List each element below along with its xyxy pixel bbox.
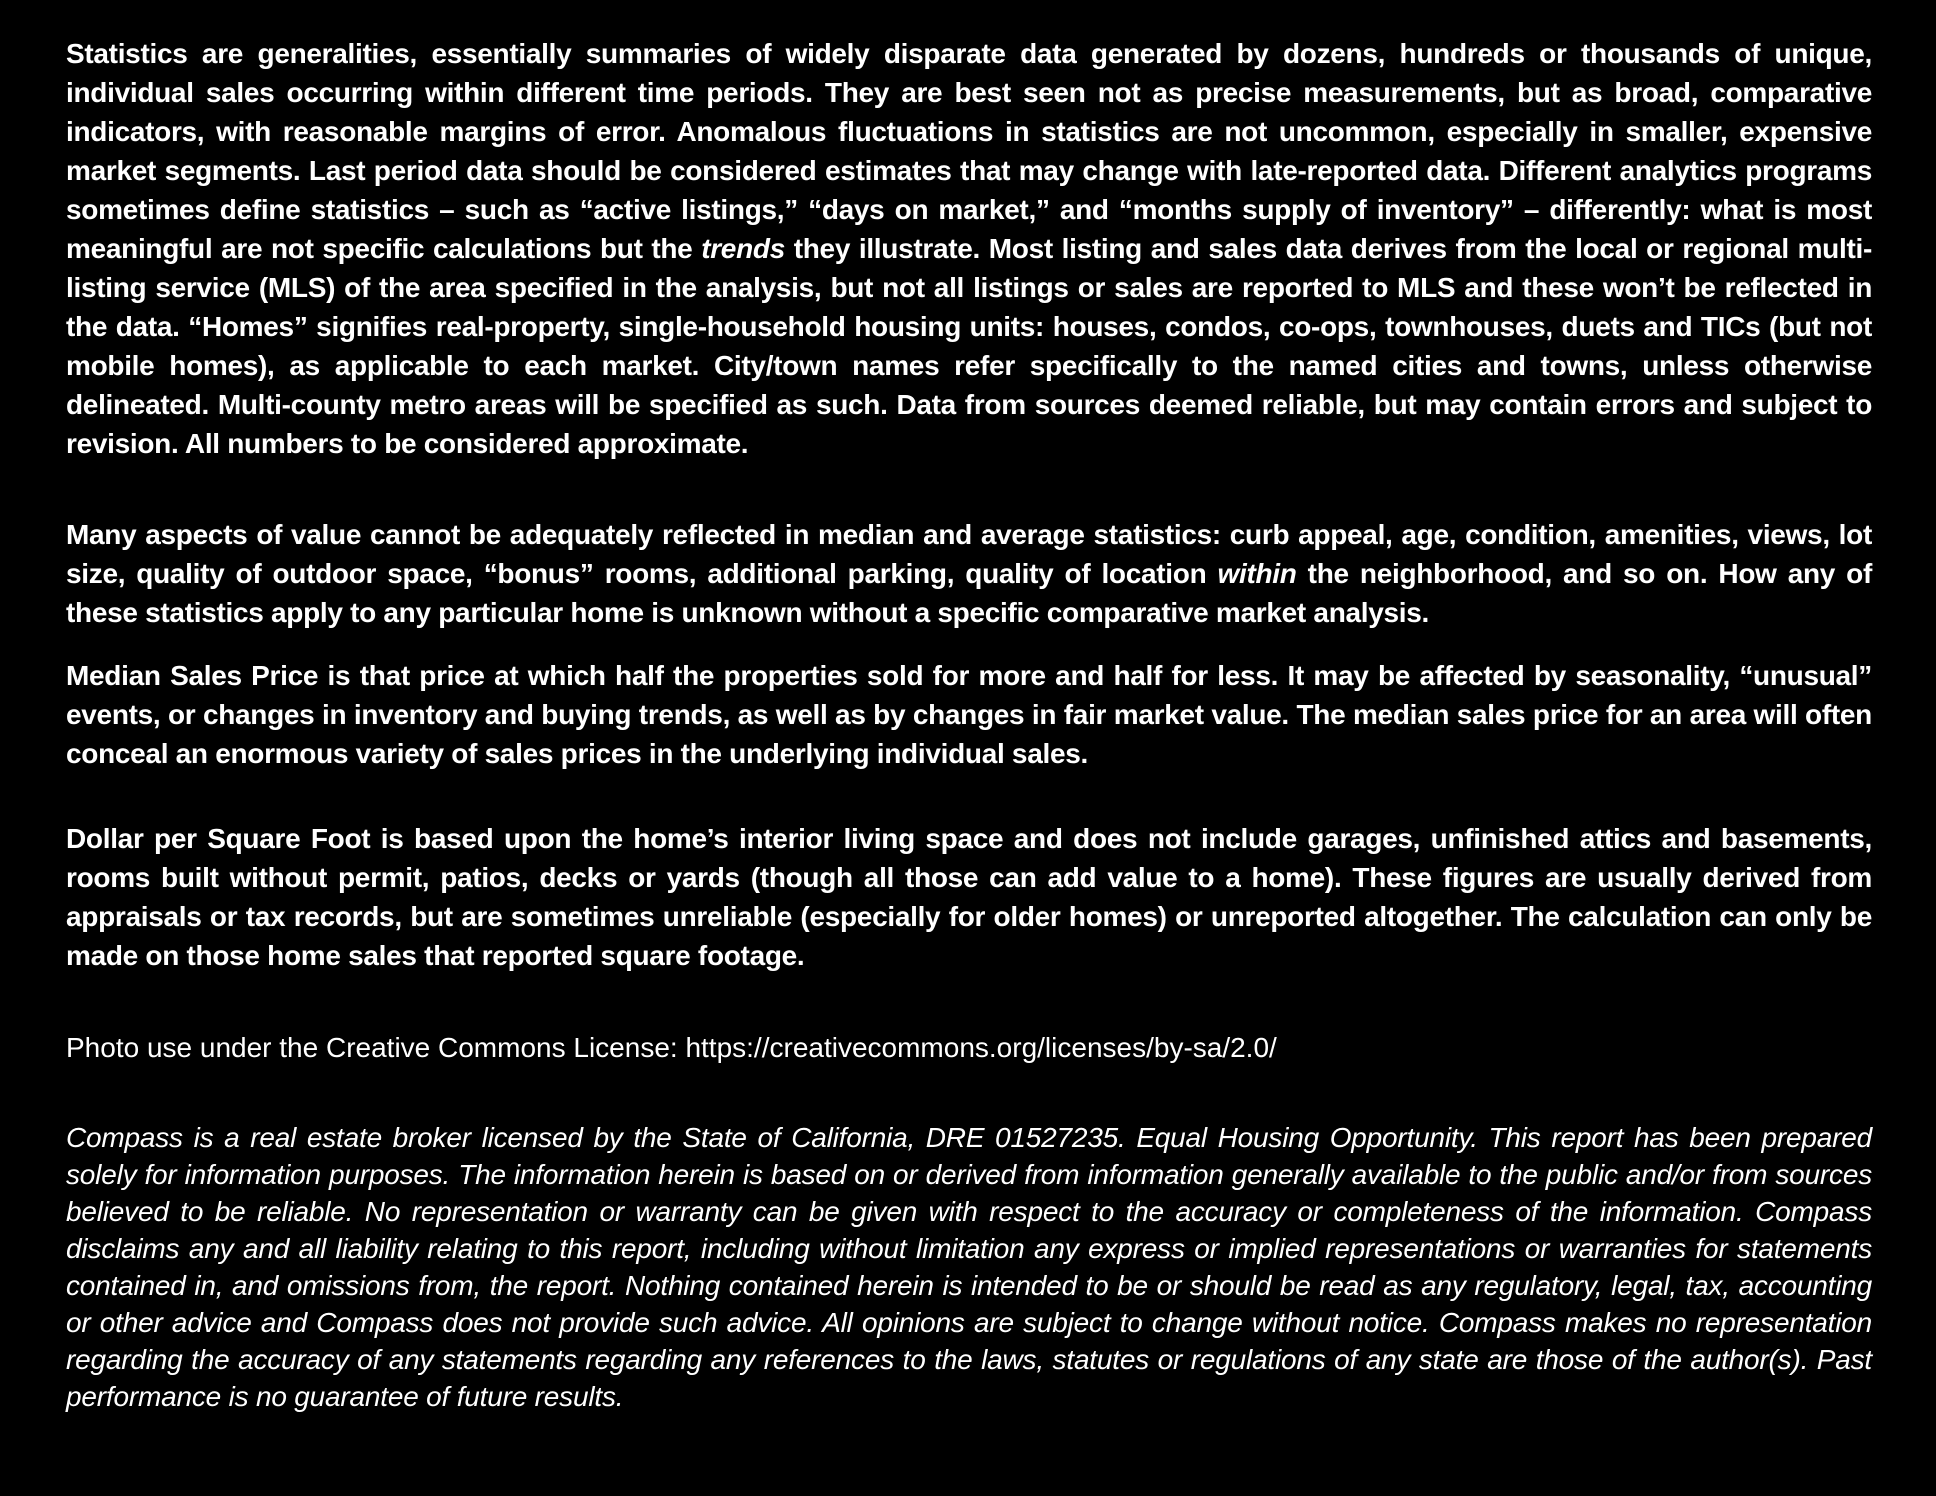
dollar-per-square-foot-text: Dollar per Square Foot is based upon the home’s interior living space and does not include garages, unfinished attics and basements, rooms built without permit, patios, decks or yards (though all those can add value to a home). These figures are usually derived from appraisals or tax records, but are sometimes unreliable (especially for older homes) or unreported altogether. The calculation can only be made on those home sales that reported square footage. [66,823,1872,971]
statistics-text-2: they illustrate. Most listing and sales data derives from the local or regional multi-listing service (MLS) of the area specified in the analysis, but not all listings or sales are reported to MLS and these won’t be reflected in the data. “Homes” signifies real-property, single-household housing units: houses, condos, co-ops, townhouses, duets and TICs (but not mobile homes), as applicable to each market. City/town names refer specifically to the named cities and towns, unless otherwise delineated. Multi-county metro areas will be specified as such. Data from sources deemed reliable, but may contain errors and subject to revision. All numbers to be considered approximate. [66,233,1872,459]
photo-license-line [66,1029,1872,1067]
statistics-trends-emphasis: trends [701,233,785,264]
value-aspects-text-2: the neighborhood, and so on. How any of these statistics apply to any particular home is unknown without a specific comparative market analysis. [66,558,1872,628]
photo-license-label: Photo use under the Creative Commons License: [66,1032,686,1063]
median-sales-price-paragraph [66,656,1872,773]
value-aspects-within-emphasis: within [1217,558,1297,589]
median-sales-price-text: Median Sales Price is that price at which half the properties sold for more and half for less. It may be affected by seasonality, “unusual” events, or changes in inventory and buying trends, as well as by changes in fair market value. The median sales price for an area will often conceal an enormous variety of sales prices in the underlying individual sales. [66,660,1872,769]
value-aspects-text-1: Many aspects of value cannot be adequately reflected in median and average statistics: curb appeal, age, condition, amenities, views, lot size, quality of outdoor space, “bonus” rooms, additional parking, quality of location [66,519,1872,589]
compass-legal-paragraph [66,1119,1872,1415]
statistics-disclaimer-paragraph [66,34,1872,463]
compass-legal-text: Compass is a real estate broker licensed by the State of California, DRE 01527235. Equal Housing Opportunity. This report has been prepared solely for information purposes. The information herein is based on or derived from information generally available to the public and/or from sources believed to be reliable. No representation or warranty can be given with respect to the accuracy or completeness of the information. Compass disclaims any and all liability relating to this report, including without limitation any express or implied representations or warranties for statements contained in, and omissions from, the report. Nothing contained herein is intended to be or should be read as any regulatory, legal, tax, accounting or other advice and Compass does not provide such advice. All opinions are subject to change without notice. Compass makes no representation regarding the accuracy of any statements regarding any references to the laws, statutes or regulations of any state are those of the author(s). Past performance is no guarantee of future results. [66,1122,1872,1412]
value-aspects-paragraph [66,515,1872,632]
statistics-text-1: Statistics are generalities, essentially summaries of widely disparate data generated by dozens, hundreds or thousands of unique, individual sales occurring within different time periods. They are best seen not as precise measurements, but as broad, comparative indicators, with reasonable margins of error. Anomalous fluctuations in statistics are not uncommon, especially in smaller, expensive market segments. Last period data should be considered estimates that may change with late-reported data. Different analytics programs sometimes define statistics – such as “active listings,” “days on market,” and “months supply of inventory” – differently: what is most meaningful are not specific calculations but the [66,38,1872,264]
dollar-per-square-foot-paragraph [66,819,1872,975]
creative-commons-url: https://creativecommons.org/licenses/by-sa/2.0/ [685,1032,1277,1063]
